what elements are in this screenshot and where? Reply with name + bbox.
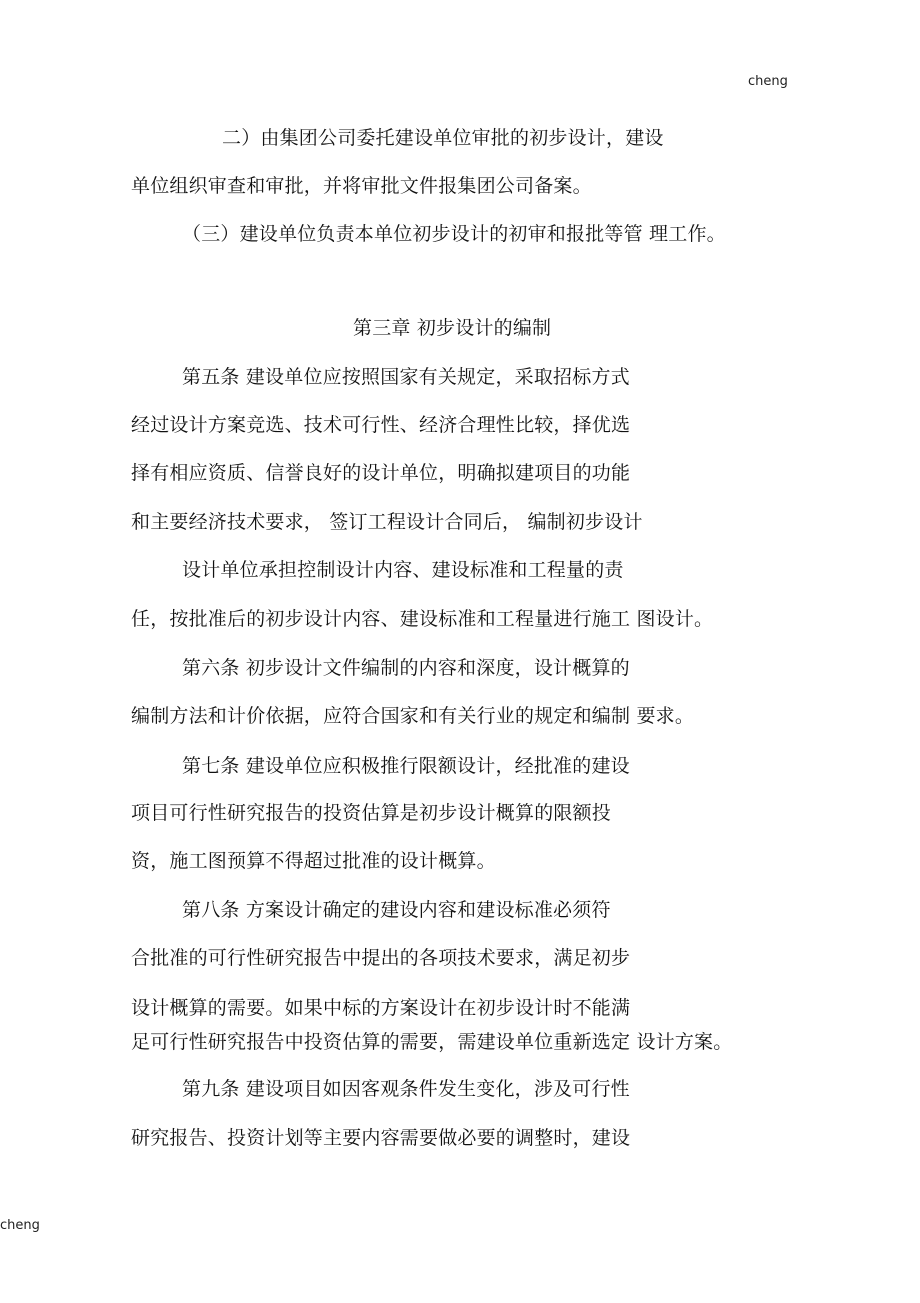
text-line: 第九条 建设项目如因客观条件发生变化，涉及可行性 xyxy=(182,1078,630,1100)
text-line: 合批准的可行性研究报告中提出的各项技术要求，满足初步 xyxy=(131,947,631,969)
text-line: 第六条 初步设计文件编制的内容和深度，设计概算的 xyxy=(182,657,630,679)
text-line: （三）建设单位负责本单位初步设计的初审和报批等管 理工作。 xyxy=(182,223,726,245)
text-line: 足可行性研究报告中投资估算的需要，需建设单位重新选定 设计方案。 xyxy=(131,1031,733,1053)
text-line: 设计单位承担控制设计内容、建设标准和工程量的责 xyxy=(182,559,624,581)
chapter-title: 第三章 初步设计的编制 xyxy=(353,317,552,339)
text-line: 设计概算的需要。如果中标的方案设计在初步设计时不能满 xyxy=(131,997,631,1019)
text-line: 择有相应资质、信誉良好的设计单位，明确拟建项目的功能 xyxy=(131,462,631,484)
text-line: 编制方法和计价依据，应符合国家和有关行业的规定和编制 要求。 xyxy=(131,705,695,727)
text-line: 和主要经济技术要求， 签订工程设计合同后， 编制初步设计 xyxy=(131,511,643,533)
text-line: 资，施工图预算不得超过批准的设计概算。 xyxy=(131,850,496,872)
footer-bottom-left: cheng xyxy=(0,1218,40,1233)
text-line: 项目可行性研究报告的投资估算是初步设计概算的限额投 xyxy=(131,802,612,824)
text-line: 经过设计方案竞选、技术可行性、经济合理性比较，择优选 xyxy=(131,414,631,436)
text-line: 任，按批准后的初步设计内容、建设标准和工程量进行施工 图设计。 xyxy=(131,608,714,630)
text-line: 第五条 建设单位应按照国家有关规定，采取招标方式 xyxy=(182,366,630,388)
text-line: 第八条 方案设计确定的建设内容和建设标准必须符 xyxy=(182,899,611,921)
text-line: 二）由集团公司委托建设单位审批的初步设计，建设 xyxy=(222,127,664,149)
header-top-right: cheng xyxy=(748,74,788,89)
text-line: 研究报告、投资计划等主要内容需要做必要的调整时，建设 xyxy=(131,1127,631,1149)
text-line: 单位组织审查和审批，并将审批文件报集团公司备案。 xyxy=(131,175,592,197)
text-line: 第七条 建设单位应积极推行限额设计，经批准的建设 xyxy=(182,755,630,777)
